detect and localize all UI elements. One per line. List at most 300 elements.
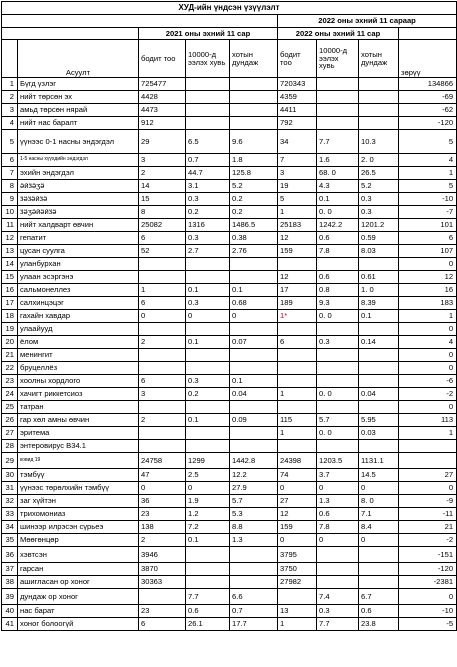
cell-a22: 4359 — [278, 91, 317, 104]
cell-a21: 30363 — [139, 576, 186, 589]
cell-a22: 25183 — [278, 219, 317, 232]
cell-d: -2 — [399, 534, 457, 547]
cell-a22: 34 — [278, 130, 317, 154]
cell-name: энтеровирус В34.1 — [18, 440, 139, 453]
period-2022-label: 2022 оны эхний 11 сар — [278, 28, 399, 40]
cell-n: 21 — [2, 349, 18, 362]
cell-c22: 1131.1 — [359, 453, 399, 469]
cell-d: -10 — [399, 193, 457, 206]
cell-a22: 0 — [278, 534, 317, 547]
cell-d: -62 — [399, 104, 457, 117]
cell-name: тэмбүү — [18, 469, 139, 482]
cell-p22: 0. 0 — [317, 206, 359, 219]
cell-name: ӛӣӟӛӡӛ — [18, 180, 139, 193]
cell-c22 — [359, 258, 399, 271]
cell-c21: 0.68 — [230, 297, 278, 310]
cell-c22: 0.3 — [359, 206, 399, 219]
cell-c21: 1442.8 — [230, 453, 278, 469]
cell-c22: 2. 0 — [359, 154, 399, 167]
cell-name: татран — [18, 401, 139, 414]
cell-c22: 8.39 — [359, 297, 399, 310]
cell-c21: 27.9 — [230, 482, 278, 495]
cell-c21 — [230, 563, 278, 576]
cell-c22 — [359, 547, 399, 563]
cell-c21: 12.2 — [230, 469, 278, 482]
cell-p21: 0.7 — [186, 154, 230, 167]
cell-c22 — [359, 323, 399, 336]
cell-p22 — [317, 576, 359, 589]
cell-c22: 0.04 — [359, 388, 399, 401]
cell-c21: 1.3 — [230, 534, 278, 547]
cell-a22: 1 — [278, 427, 317, 440]
cell-d: 0 — [399, 349, 457, 362]
cell-a22: 720343 — [278, 78, 317, 91]
table-row — [2, 154, 457, 167]
cell-p22: 1203.5 — [317, 453, 359, 469]
cell-a22: 115 — [278, 414, 317, 427]
cell-p22: 7.7 — [317, 618, 359, 631]
cell-p22: 0.1 — [317, 193, 359, 206]
cell-d: -2 — [399, 388, 457, 401]
cell-c22: 0 — [359, 482, 399, 495]
cell-c21: 0.2 — [230, 206, 278, 219]
cell-a21: 15 — [139, 193, 186, 206]
cell-c21: 17.7 — [230, 618, 278, 631]
cell-c22 — [359, 117, 399, 130]
cell-name: Бүгд үзлэг — [18, 78, 139, 91]
cell-c22: 0.03 — [359, 427, 399, 440]
cell-p21 — [186, 323, 230, 336]
cell-c22 — [359, 563, 399, 576]
cell-a22: 13 — [278, 605, 317, 618]
cell-n: 19 — [2, 323, 18, 336]
cell-a21: 47 — [139, 469, 186, 482]
diff-header: зөрүү — [399, 40, 457, 78]
cell-a21: 6 — [139, 618, 186, 631]
table-row — [2, 482, 457, 495]
cell-c21 — [230, 349, 278, 362]
cell-a22: 0 — [278, 482, 317, 495]
cell-a21: 912 — [139, 117, 186, 130]
cell-a21: 3870 — [139, 563, 186, 576]
cell-c21: 0.09 — [230, 414, 278, 427]
cell-a21: 1 — [139, 284, 186, 297]
cell-d: 6 — [399, 232, 457, 245]
table-row — [2, 310, 457, 323]
cell-c22: 7.1 — [359, 508, 399, 521]
cell-p21 — [186, 427, 230, 440]
cell-a22: 19 — [278, 180, 317, 193]
cell-c21: 0.38 — [230, 232, 278, 245]
cell-p22 — [317, 258, 359, 271]
cell-p22: 0.8 — [317, 284, 359, 297]
cell-d: 21 — [399, 521, 457, 534]
cell-d: 183 — [399, 297, 457, 310]
cell-c22: 5.95 — [359, 414, 399, 427]
cell-d: 0 — [399, 323, 457, 336]
cell-p22 — [317, 563, 359, 576]
table-row — [2, 91, 457, 104]
cell-p21 — [186, 117, 230, 130]
cell-a22: 17 — [278, 284, 317, 297]
cell-p22: 0.3 — [317, 336, 359, 349]
cell-a22 — [278, 362, 317, 375]
cell-c21: 5.7 — [230, 495, 278, 508]
cell-name: дундаж ор хоног — [18, 589, 139, 605]
cell-c21: 0 — [230, 310, 278, 323]
cell-a22 — [278, 323, 317, 336]
cell-name: нийт нас баралт — [18, 117, 139, 130]
cell-n: 33 — [2, 508, 18, 521]
cell-n: 12 — [2, 232, 18, 245]
cell-name: ӟӛӡӛӣӛӣӟӛ — [18, 206, 139, 219]
table-row — [2, 232, 457, 245]
table-row — [2, 453, 457, 469]
cell-name: амьд төрсөн нярай — [18, 104, 139, 117]
cell-a21 — [139, 440, 186, 453]
cell-n: 16 — [2, 284, 18, 297]
cell-c21 — [230, 78, 278, 91]
cell-c22: 0 — [359, 534, 399, 547]
cell-a21: 4473 — [139, 104, 186, 117]
cell-a21: 29 — [139, 130, 186, 154]
cell-name: нийт халдварт өвчин — [18, 219, 139, 232]
cell-a22: 1 — [278, 388, 317, 401]
cell-p21: 3.1 — [186, 180, 230, 193]
cell-n: 31 — [2, 482, 18, 495]
cell-name: нийт төрсөн эх — [18, 91, 139, 104]
cell-a21: 138 — [139, 521, 186, 534]
cell-p22: 7.8 — [317, 245, 359, 258]
cell-a21 — [139, 349, 186, 362]
cell-name: сальмонеллез — [18, 284, 139, 297]
cell-c21: 0.1 — [230, 284, 278, 297]
cell-p21: 0.1 — [186, 414, 230, 427]
cell-a22: 4411 — [278, 104, 317, 117]
cell-c21: 0.1 — [230, 375, 278, 388]
cell-a22 — [278, 349, 317, 362]
cell-c21: 8.8 — [230, 521, 278, 534]
cell-d: 4 — [399, 154, 457, 167]
cell-a22: 3795 — [278, 547, 317, 563]
cell-n: 9 — [2, 193, 18, 206]
cell-a22: 12 — [278, 271, 317, 284]
table-row — [2, 117, 457, 130]
cell-n: 22 — [2, 362, 18, 375]
cell-c21 — [230, 362, 278, 375]
cell-a22 — [278, 589, 317, 605]
cell-a22: 3 — [278, 167, 317, 180]
table-row — [2, 547, 457, 563]
cell-name: эхийн эндэгдэл — [18, 167, 139, 180]
cell-d: -6 — [399, 375, 457, 388]
cell-a21: 0 — [139, 482, 186, 495]
cell-name: үүнээс 0-1 насны эндэгдэл — [18, 130, 139, 154]
cell-c22 — [359, 349, 399, 362]
cell-a21: 4428 — [139, 91, 186, 104]
table-row — [2, 469, 457, 482]
indicator-table — [1, 1, 457, 631]
cell-p21 — [186, 271, 230, 284]
table-row — [2, 589, 457, 605]
cell-n: 15 — [2, 271, 18, 284]
spreadsheet — [1, 1, 456, 665]
cell-p21 — [186, 563, 230, 576]
cell-c21: 9.6 — [230, 130, 278, 154]
cell-name: менингит — [18, 349, 139, 362]
cell-n: 30 — [2, 469, 18, 482]
cell-c21 — [230, 576, 278, 589]
cell-p22: 7.7 — [317, 130, 359, 154]
cell-a22 — [278, 258, 317, 271]
cell-n: 18 — [2, 310, 18, 323]
cell-c22 — [359, 362, 399, 375]
cell-c21 — [230, 91, 278, 104]
cell-name: улаан эсэргэнэ — [18, 271, 139, 284]
cell-p22 — [317, 349, 359, 362]
cell-d: 16 — [399, 284, 457, 297]
cell-a22: 27 — [278, 495, 317, 508]
cell-p21: 2.7 — [186, 245, 230, 258]
actual-2021-header: бодит тоо — [139, 40, 186, 78]
cell-p21: 0.3 — [186, 193, 230, 206]
cell-c21: 5.2 — [230, 180, 278, 193]
cell-p21 — [186, 576, 230, 589]
cell-a21: 6 — [139, 375, 186, 388]
cell-a22: 189 — [278, 297, 317, 310]
cell-n: 40 — [2, 605, 18, 618]
cell-name: нас барат — [18, 605, 139, 618]
table-row — [2, 495, 457, 508]
cell-d — [399, 440, 457, 453]
cell-p21: 0.3 — [186, 375, 230, 388]
cell-n: 23 — [2, 375, 18, 388]
cell-c21: 1486.5 — [230, 219, 278, 232]
cell-c22 — [359, 91, 399, 104]
cell-p21: 1316 — [186, 219, 230, 232]
cell-a22: 7 — [278, 154, 317, 167]
cell-p22: 0. 0 — [317, 388, 359, 401]
cell-a21 — [139, 271, 186, 284]
period-2022-header: 2022 оны эхний 11 сараар — [278, 15, 457, 28]
table-row — [2, 271, 457, 284]
cell-n: 34 — [2, 521, 18, 534]
table-row — [2, 375, 457, 388]
cell-c22: 23.8 — [359, 618, 399, 631]
table-row — [2, 521, 457, 534]
cell-c21 — [230, 401, 278, 414]
table-row — [2, 427, 457, 440]
cell-name: гар хөл амны өвчин — [18, 414, 139, 427]
indicator-column-header: Асуулт — [18, 40, 139, 78]
cell-a22: 74 — [278, 469, 317, 482]
cell-p21 — [186, 78, 230, 91]
cell-n: 28 — [2, 440, 18, 453]
table-row — [2, 508, 457, 521]
cell-a21 — [139, 401, 186, 414]
cell-a21: 0 — [139, 310, 186, 323]
cell-c22: 6.7 — [359, 589, 399, 605]
cell-c22: 26.5 — [359, 167, 399, 180]
cell-d: 0 — [399, 482, 457, 495]
cell-n: 38 — [2, 576, 18, 589]
table-row — [2, 414, 457, 427]
cell-name: гарсан — [18, 563, 139, 576]
cell-c21 — [230, 271, 278, 284]
cell-name: 1-5 насны хүүхдийн эндэгдэл — [18, 154, 139, 167]
cell-p22: 1242.2 — [317, 219, 359, 232]
table-row — [2, 563, 457, 576]
cell-p21: 0.3 — [186, 297, 230, 310]
cell-d: -5 — [399, 618, 457, 631]
cell-p21: 1299 — [186, 453, 230, 469]
cell-p21 — [186, 258, 230, 271]
cell-p21: 0 — [186, 310, 230, 323]
cell-a21: 14 — [139, 180, 186, 193]
table-row — [2, 605, 457, 618]
cell-d: 0 — [399, 258, 457, 271]
cell-a21 — [139, 589, 186, 605]
cell-a22: 792 — [278, 117, 317, 130]
cell-p22: 0. 0 — [317, 427, 359, 440]
cell-p22: 7.8 — [317, 521, 359, 534]
cell-p21: 0.3 — [186, 232, 230, 245]
cell-n: 26 — [2, 414, 18, 427]
cell-p21: 26.1 — [186, 618, 230, 631]
cell-c22: 1. 0 — [359, 284, 399, 297]
cell-a22: 24398 — [278, 453, 317, 469]
cell-c22 — [359, 576, 399, 589]
cell-name: салхинцэцэг — [18, 297, 139, 310]
cell-a21: 25082 — [139, 219, 186, 232]
table-row — [2, 167, 457, 180]
cell-name: ковид 19 — [18, 453, 139, 469]
cell-p22: 0. 0 — [317, 310, 359, 323]
cell-c22: 10.3 — [359, 130, 399, 154]
cell-p22: 0 — [317, 482, 359, 495]
cell-a22: 159 — [278, 245, 317, 258]
cell-a22: 12 — [278, 232, 317, 245]
cell-a21: 2 — [139, 414, 186, 427]
cell-a21 — [139, 258, 186, 271]
cell-name: уланбурхан — [18, 258, 139, 271]
cell-p21 — [186, 91, 230, 104]
cell-n: 25 — [2, 401, 18, 414]
cell-name: хачигт риккетсиоз — [18, 388, 139, 401]
cell-p22: 0.6 — [317, 232, 359, 245]
cell-name: эритема — [18, 427, 139, 440]
table-row — [2, 284, 457, 297]
cell-p21: 7.7 — [186, 589, 230, 605]
cell-p22 — [317, 104, 359, 117]
cell-n: 14 — [2, 258, 18, 271]
cell-name: заг хүйтэн — [18, 495, 139, 508]
cell-p22 — [317, 78, 359, 91]
cell-name: ашигласан ор хоног — [18, 576, 139, 589]
cell-c21 — [230, 547, 278, 563]
cell-n: 41 — [2, 618, 18, 631]
cell-a22: 12 — [278, 508, 317, 521]
cell-a21: 2 — [139, 336, 186, 349]
cell-p22 — [317, 440, 359, 453]
cell-d — [399, 453, 457, 469]
cell-d: 1 — [399, 427, 457, 440]
cell-p21: 6.5 — [186, 130, 230, 154]
cell-c21: 125.8 — [230, 167, 278, 180]
cell-name: ёлом — [18, 336, 139, 349]
cell-p22 — [317, 323, 359, 336]
cell-a22: 3750 — [278, 563, 317, 576]
cell-d: 107 — [399, 245, 457, 258]
cell-p21: 1.2 — [186, 508, 230, 521]
cell-d: 0 — [399, 589, 457, 605]
cell-c22: 0.1 — [359, 310, 399, 323]
cell-name: Мөөгөнцөр — [18, 534, 139, 547]
cell-a22 — [278, 440, 317, 453]
cell-a21: 23 — [139, 508, 186, 521]
cell-p22: 0.6 — [317, 271, 359, 284]
cell-a21: 3 — [139, 154, 186, 167]
table-body — [2, 78, 457, 631]
cell-c22 — [359, 104, 399, 117]
table-row — [2, 349, 457, 362]
cell-a22: 159 — [278, 521, 317, 534]
cell-n: 17 — [2, 297, 18, 310]
cell-d: -9 — [399, 495, 457, 508]
cell-c22: 0.3 — [359, 193, 399, 206]
cell-c22: 5.2 — [359, 180, 399, 193]
cell-a21: 6 — [139, 232, 186, 245]
cell-d: 27 — [399, 469, 457, 482]
cell-c22 — [359, 401, 399, 414]
cell-c22: 0.61 — [359, 271, 399, 284]
cell-d: 1 — [399, 167, 457, 180]
table-row — [2, 193, 457, 206]
cell-a21: 36 — [139, 495, 186, 508]
cell-a22: 27982 — [278, 576, 317, 589]
cell-c21: 6.6 — [230, 589, 278, 605]
cell-name: бруцеллёз — [18, 362, 139, 375]
cell-n: 1 — [2, 78, 18, 91]
cell-p21 — [186, 547, 230, 563]
cell-p21: 0.1 — [186, 284, 230, 297]
actual-2022-header: бодит тоо — [278, 40, 317, 78]
cell-name: хоолны хордлого — [18, 375, 139, 388]
cell-n: 36 — [2, 547, 18, 563]
cell-a21: 725477 — [139, 78, 186, 91]
cell-d: -120 — [399, 117, 457, 130]
cell-d: 5 — [399, 180, 457, 193]
cell-n: 4 — [2, 117, 18, 130]
cell-n: 3 — [2, 104, 18, 117]
cell-a21 — [139, 323, 186, 336]
cell-n: 20 — [2, 336, 18, 349]
per10000-2021-header: 10000-д ээлэх хувь — [186, 40, 230, 78]
table-row — [2, 245, 457, 258]
cell-name: цусан суулга — [18, 245, 139, 258]
table-row — [2, 362, 457, 375]
cell-d: 134866 — [399, 78, 457, 91]
cell-p21: 0 — [186, 482, 230, 495]
per10000-2022-header: 10000-д ээлэх хувь — [317, 40, 359, 78]
cell-c21: 5.3 — [230, 508, 278, 521]
cell-p22: 68. 0 — [317, 167, 359, 180]
cell-name: шинээр илрэсэн сүрьеэ — [18, 521, 139, 534]
cell-name: ӟӛӟӛӣӟӛ — [18, 193, 139, 206]
cell-c21: 0.2 — [230, 193, 278, 206]
cell-name: гепатит — [18, 232, 139, 245]
cell-p22: 4.3 — [317, 180, 359, 193]
